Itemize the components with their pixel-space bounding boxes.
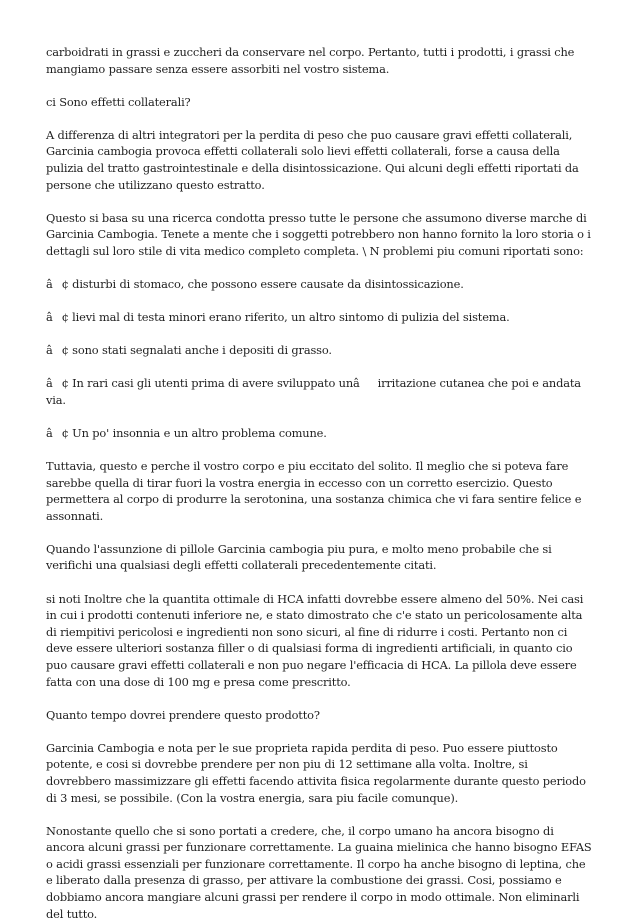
paragraph-research: Questo si basa su una ricerca condotta presso tutte le persone che assumono diverse marche di Garcinia Cambogia. Tenete a mente che i soggetti potrebbero non hanno fornito la loro storia o i dettagli sul loro stile di vita medico completo completa. \ N problemi piu comuni riportati sono: [46,210,591,258]
heading-side-effects: ci Sono effetti collaterali? [46,94,191,109]
list-item-fat-deposits: â¢ sono stati segnalati anche i depositi di grasso. [46,343,332,358]
paragraph-intro: carboidrati in grassi e zuccheri da conservare nel corpo. Pertanto, tutti i prodotti, i grassi che mangiamo passare senza essere assorbiti nel vostro sistema. [46,45,575,76]
list-item-insomnia: â¢ Un po' insonnia e un altro problema comune. [46,425,327,440]
paragraph-energy: Tuttavia, questo e perche il vostro corpo e piu eccitato del solito. Il meglio che si poteva fare sarebbe quella di tirar fuori la vostra energia in eccesso con un corretto esercizio. Questo permettera al corpo di produrre la serotonina, una sostanza chimica che vi fara sentire felice e assonnati. [46,459,582,523]
paragraph-fats: Nonostante quello che si sono portati a credere, che, il corpo umano ha ancora bisogno di ancora alcuni grassi per funzionare correttamente. La guaina mielinica che hanno bisogno EFAS o acidi grassi essenziali per funzionare correttamente. Il corpo ha anche bisogno di leptina, che e liberato dalla presenza di grasso, per attivare la combustione dei grassi. Cosi, possiamo e dobbiamo ancora mangiare alcuni grassi per rendere il corpo in modo ottimale. Non eliminarli del tutto. [46,823,592,921]
heading-duration: Quanto tempo dovrei prendere questo prodotto? [46,707,320,722]
paragraph-pure-pills: Quando l'assunzione di pillole Garcinia cambogia piu pura, e molto meno probabile che si verifichi una qualsiasi degli effetti collaterali precedentemente citati. [46,541,552,573]
paragraph-side-effects: A differenza di altri integratori per la perdita di peso che puo causare gravi effetti collaterali, Garcinia cambogia provoca effetti collaterali solo lievi effetti collaterali, forse a causa della pulizia del tratto gastrointestinale e della disintossicazione. Qui alcuni degli effetti riportati da persone che utilizzano questo estratto. [46,127,579,192]
list-item-stomach: â¢ disturbi di stomaco, che possono essere causate da disintossicazione. [46,276,464,291]
paragraph-duration: Garcinia Cambogia e nota per le sue proprieta rapida perdita di peso. Puo essere piuttosto potente, e cosi si dovrebbe prendere per non piu di 12 settimane alla volta. Inoltre, si dovrebbero massimizzare gli effetti facendo attivita fisica regolarmente durante questo periodo di 3 mesi, se possibile. (Con la vostra energia, sara piu facile comunque). [46,740,586,805]
list-item-headache: â¢ lievi mal di testa minori erano riferito, un altro sintomo di pulizia del sistema. [46,310,510,325]
paragraph-hca: si noti Inoltre che la quantita ottimale di HCA infatti dovrebbe essere almeno del 50%. Nei casi in cui i prodotti contenuti inferiore ne, e stato dimostrato che c'e stato un pericolosamente alta di riempitivi pericolosi e ingredienti non sono sicuri, al fine di ridurre i costi. Pertanto non ci deve essere ulteriori sostanza filler o di qualsiasi forma di ingredienti artificiali, in quanto cio puo causare gravi effetti collaterali e non puo negare l'efficacia di HCA. La pillola deve essere fatta con una dose di 100 mg e presa come prescritto. [46,591,584,689]
list-item-skin-irritation: â¢ In rari casi gli utenti prima di avere sviluppato unâirritazione cutanea che poi e andata via. [46,376,581,407]
